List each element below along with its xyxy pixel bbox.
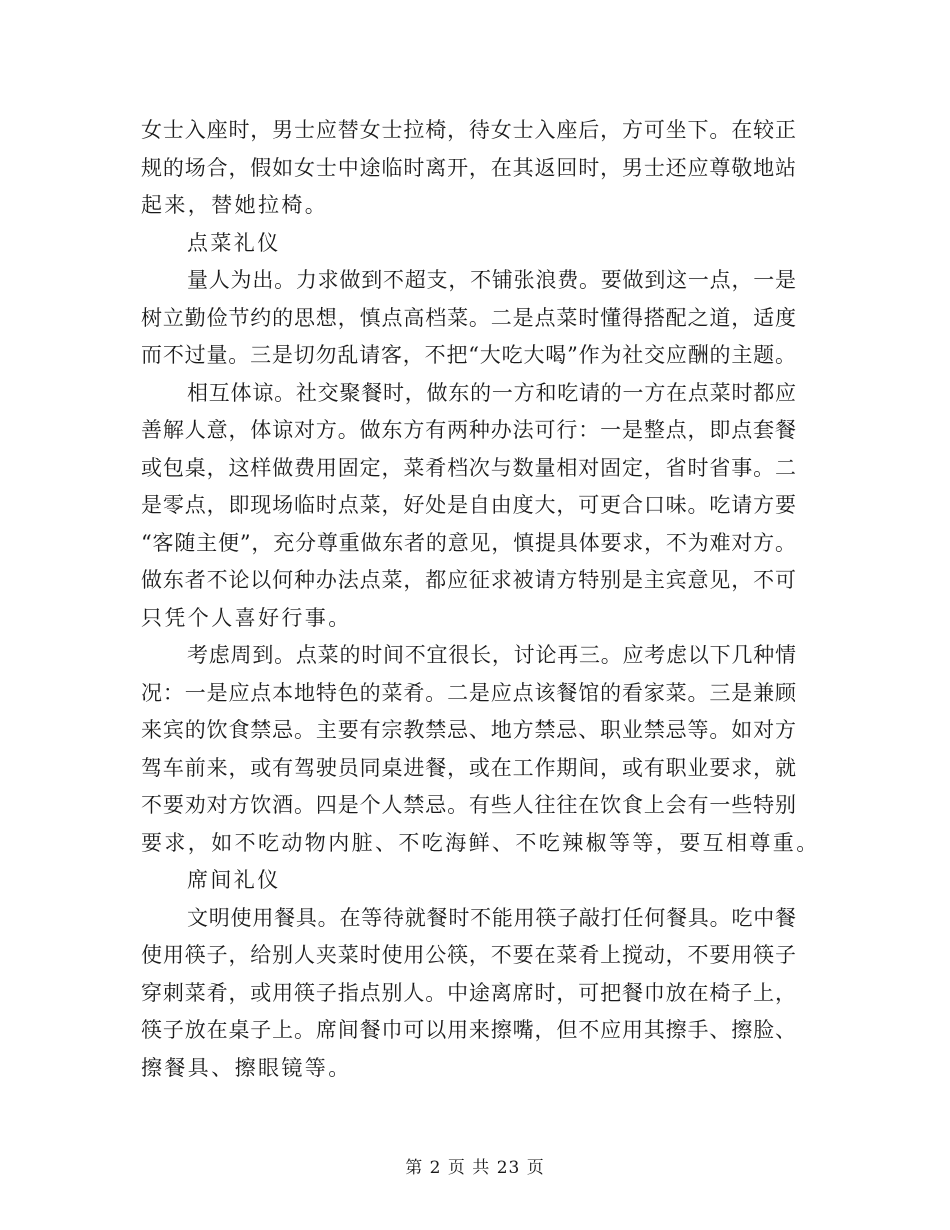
- paragraph-line: 使用筷子，给别人夹菜时使用公筷，不要在菜肴上搅动，不要用筷子: [141, 943, 796, 967]
- paragraph-line: 况：一是应点本地特色的菜肴。二是应点该餐馆的看家菜。三是兼顾: [141, 680, 796, 705]
- section-heading: 席间礼仪: [187, 868, 281, 892]
- paragraph-line: 不要劝对方饮酒。四是个人禁忌。有些人往往在饮食上会有一些特别: [141, 793, 796, 817]
- footer-suffix: 页: [526, 1158, 545, 1178]
- paragraph-line: 来宾的饮食禁忌。主要有宗教禁忌、地方禁忌、职业禁忌等。如对方: [141, 718, 796, 742]
- total-pages: 23: [496, 1158, 521, 1178]
- footer-prefix: 第: [405, 1158, 424, 1178]
- paragraph-line: 而不过量。三是切勿乱请客，不把“大吃大喝”作为社交应酬的主题。: [141, 343, 796, 367]
- section-heading: 点菜礼仪: [187, 230, 281, 255]
- paragraph-line: “客随主便”，充分尊重做东者的意见，慎提具体要求，不为难对方。: [141, 530, 796, 555]
- paragraph-line: 相互体谅。社交聚餐时，做东的一方和吃请的一方在点菜时都应: [187, 380, 796, 405]
- paragraph-line: 起来，替她拉椅。: [141, 193, 329, 217]
- paragraph-line: 树立勤俭节约的思想，慎点高档菜。二是点菜时懂得搭配之道，适度: [141, 305, 796, 330]
- paragraph-line: 擦餐具、擦眼镜等。: [141, 1055, 352, 1080]
- footer-middle: 页 共: [447, 1158, 491, 1178]
- paragraph-line: 筷子放在桌子上。席间餐巾可以用来擦嘴，但不应用其擦手、擦脸、: [141, 1018, 796, 1042]
- paragraph-line: 或包桌，这样做费用固定，菜肴档次与数量相对固定，省时省事。二: [141, 455, 796, 480]
- paragraph-line: 考虑周到。点菜的时间不宜很长，讨论再三。应考虑以下几种情: [187, 643, 796, 667]
- paragraph-line: 文明使用餐具。在等待就餐时不能用筷子敲打任何餐具。吃中餐: [187, 905, 796, 930]
- paragraph-line: 规的场合，假如女士中途临时离开，在其返回时，男士还应尊敬地站: [141, 155, 796, 180]
- paragraph-line: 驾车前来，或有驾驶员同桌进餐，或在工作期间，或有职业要求，就: [141, 755, 796, 780]
- paragraph-line: 量人为出。力求做到不超支，不铺张浪费。要做到这一点，一是: [187, 268, 796, 292]
- page-footer: [0, 1153, 950, 1178]
- document-body: [141, 112, 820, 1087]
- page-number: 2: [429, 1158, 442, 1178]
- paragraph-line: 要求，如不吃动物内脏、不吃海鲜、不吃辣椒等等，要互相尊重。: [141, 830, 820, 855]
- paragraph-line: 是零点，即现场临时点菜，好处是自由度大，可更合口味。吃请方要: [141, 493, 796, 517]
- paragraph-line: 善解人意，体谅对方。做东方有两种办法可行：一是整点，即点套餐: [141, 418, 796, 442]
- paragraph-line: 女士入座时，男士应替女士拉椅，待女士入座后，方可坐下。在较正: [141, 118, 796, 142]
- paragraph-line: 穿刺菜肴，或用筷子指点别人。中途离席时，可把餐巾放在椅子上，: [141, 980, 796, 1005]
- paragraph-line: 只凭个人喜好行事。: [141, 605, 352, 630]
- paragraph-line: 做东者不论以何种办法点菜，都应征求被请方特别是主宾意见，不可: [141, 568, 796, 592]
